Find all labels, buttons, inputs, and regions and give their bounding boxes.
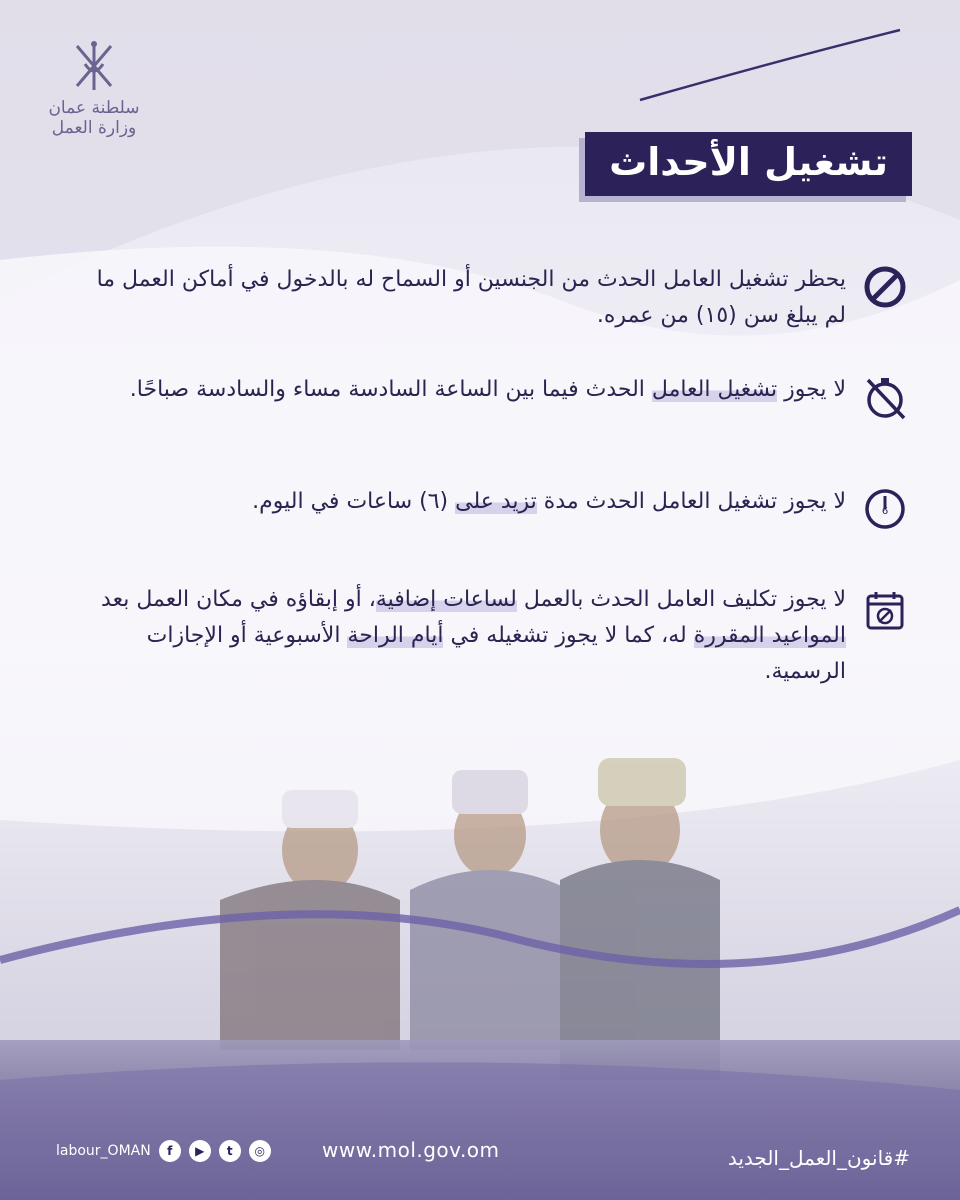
svg-text:6: 6 [881, 506, 889, 517]
ministry-logo [44, 38, 144, 138]
rule-3-part-3: (٦) ساعات في اليوم. [252, 489, 456, 514]
rule-2-highlight: تشغيل العامل [651, 377, 778, 402]
logo-line-1: سلطنة عمان [48, 98, 140, 118]
instagram-icon[interactable]: ◎ [249, 1140, 271, 1162]
rule-4-highlight-1: لساعات إضافية [375, 587, 517, 612]
social-links [56, 1140, 271, 1162]
twitter-icon[interactable]: t [219, 1140, 241, 1162]
facebook-icon[interactable]: f [159, 1140, 181, 1162]
rule-3-highlight: تزيد على [455, 489, 537, 514]
rule-text-4 [86, 582, 846, 690]
rule-4-highlight-2: المواعيد المقررة [693, 623, 846, 648]
prohibited-icon [860, 262, 910, 312]
oman-emblem-icon [67, 38, 121, 94]
clock-six-icon [860, 484, 910, 534]
rule-item-3 [90, 484, 910, 584]
rule-text-2 [86, 372, 846, 408]
rule-2-part-3: الحدث فيما بين الساعة السادسة مساء والسادسة صباحًا. [129, 377, 652, 402]
rule-3-part-1: لا يجوز تشغيل العامل الحدث مدة [536, 489, 846, 514]
rule-4-part-7: الأسبوعية أو الإجازات الرسمية. [146, 623, 846, 684]
rule-text-3 [86, 484, 846, 520]
rule-item-2 [90, 372, 910, 472]
logo-line-2: وزارة العمل [51, 118, 137, 138]
rule-1-part-1: يحظر تشغيل العامل الحدث من الجنسين أو السماح له بالدخول في أماكن العمل ما لم يبلغ سن (١٥) من عمره. [96, 267, 846, 328]
hashtag: #قانون_العمل_الجديد [727, 1146, 910, 1170]
website-link[interactable]: www.mol.gov.om [322, 1138, 500, 1162]
rule-4-part-1: لا يجوز تكليف العامل الحدث بالعمل [516, 587, 846, 612]
rule-4-part-3: ، أو إبقاؤه في مكان العمل بعد [101, 587, 376, 612]
stopwatch-off-icon [860, 372, 910, 422]
calendar-off-icon [860, 586, 910, 636]
rule-item-4 [90, 582, 910, 692]
youtube-icon[interactable]: ▶ [189, 1140, 211, 1162]
social-handle: labour_OMAN [56, 1143, 151, 1159]
rule-4-part-5: له، كما لا يجوز تشغيله في [443, 623, 694, 648]
rule-text-1 [86, 262, 846, 334]
rule-4-highlight-3: أيام الراحة [347, 623, 444, 648]
rule-item-1 [90, 262, 910, 362]
rule-2-part-1: لا يجوز [777, 377, 846, 402]
page-title: تشغيل الأحداث [585, 132, 912, 196]
